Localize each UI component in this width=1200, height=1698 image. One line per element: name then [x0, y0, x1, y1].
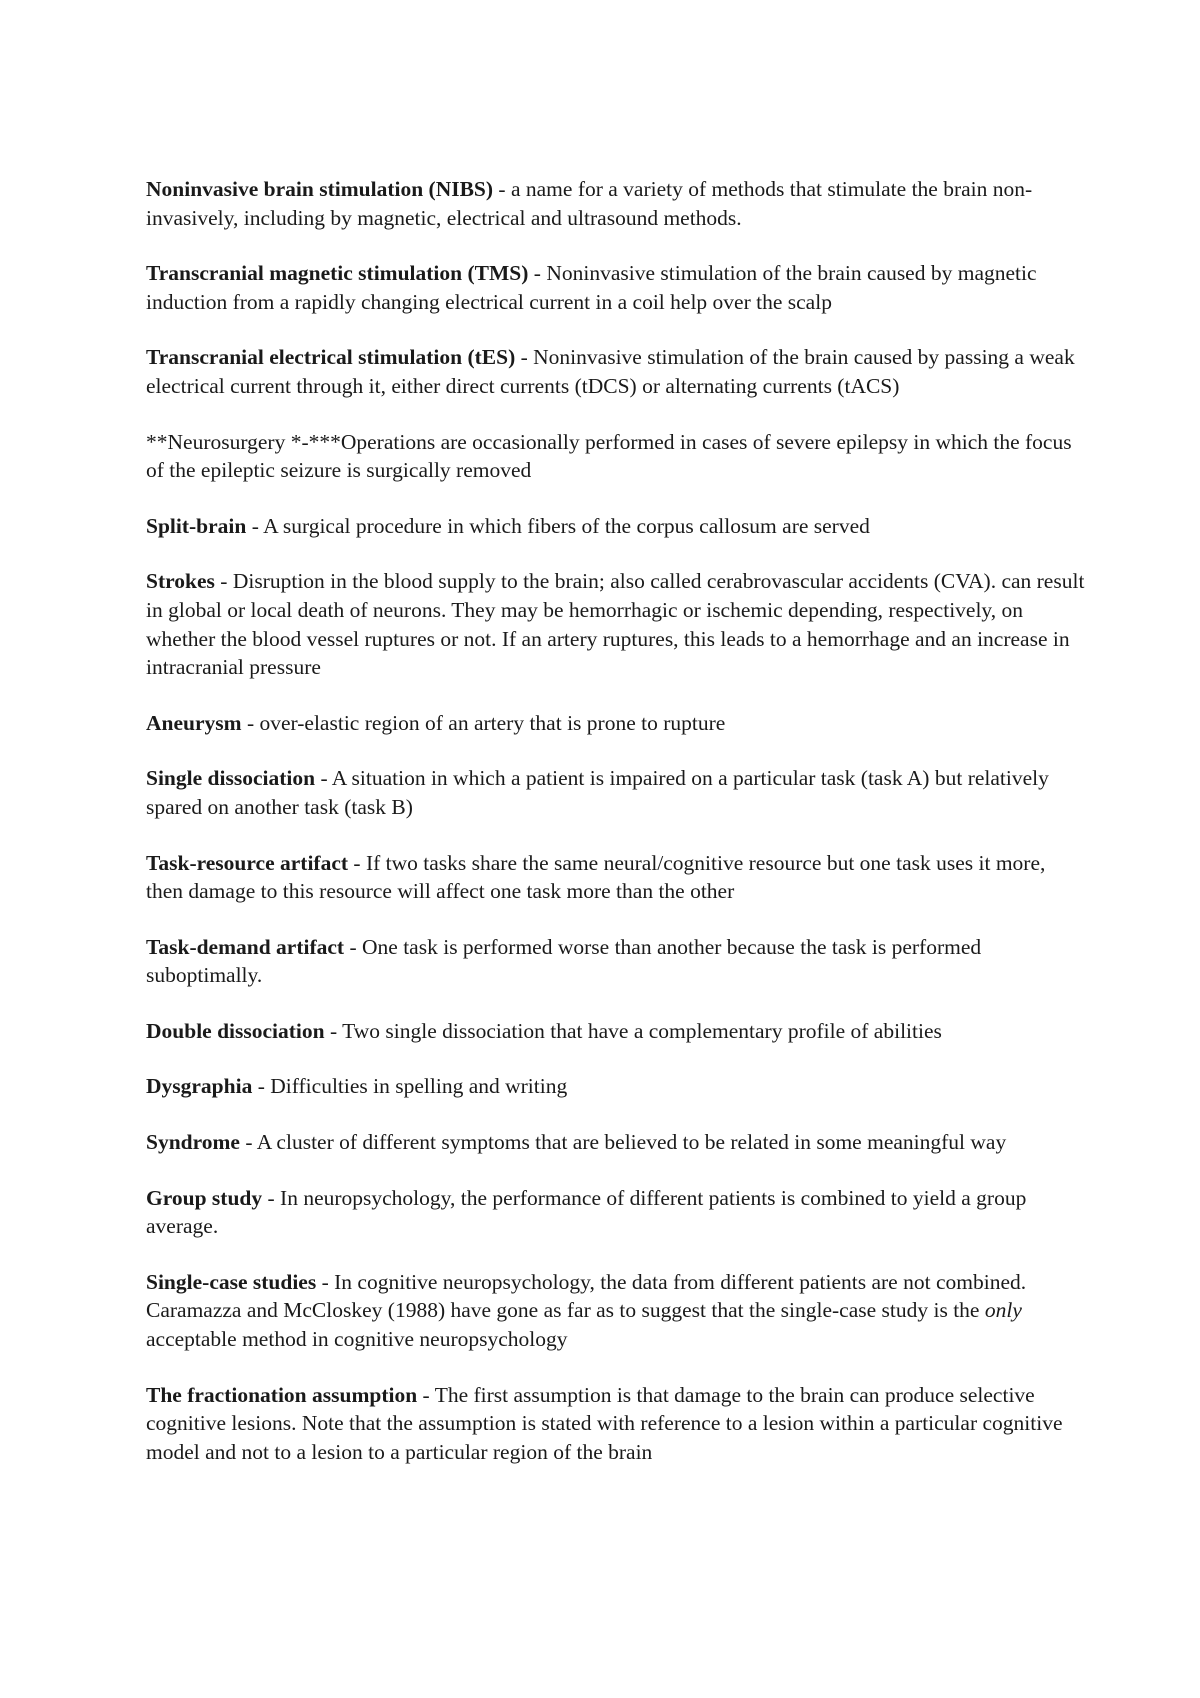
entry-definition: One task is performed worse than another because the task is performed suboptimally.: [146, 934, 982, 988]
glossary-entry-group-study: [146, 1184, 1086, 1241]
entry-separator: -: [252, 1074, 271, 1099]
entry-definition-continued: acceptable method in cognitive neuropsychology: [146, 1327, 568, 1352]
glossary-entry-task-resource-artifact: [146, 849, 1086, 906]
entry-definition: A surgical procedure in which fibers of the corpus callosum are served: [263, 513, 870, 538]
entry-definition: Disruption in the blood supply to the brain; also called cerabrovascular accidents (CVA). can result in global or local death of neurons. They may be hemorrhagic or ischemic depending, respectively, on whether the blood vessel ruptures or not. If an artery ruptures, this leads to a hemorrhage and an increase in intracranial pressure: [146, 569, 1085, 680]
entry-term: Strokes: [146, 569, 215, 594]
entry-term: Group study: [146, 1185, 263, 1210]
entry-term: Aneurysm: [146, 710, 242, 735]
glossary-entry-task-demand-artifact: [146, 933, 1086, 990]
entry-term: Single-case studies: [146, 1269, 317, 1294]
glossary-entry-single-dissociation: [146, 764, 1086, 821]
entry-term: Noninvasive brain stimulation (NIBS): [146, 177, 494, 201]
glossary-entry-tes: [146, 343, 1086, 400]
entry-term: Syndrome: [146, 1130, 240, 1155]
glossary-entry-dysgraphia: [146, 1072, 1086, 1101]
entry-term: Split-brain: [146, 513, 247, 538]
entry-term: Single dissociation: [146, 766, 316, 791]
entry-term: Transcranial electrical stimulation (tES): [146, 345, 516, 370]
entry-term: Task-demand artifact: [146, 934, 345, 959]
glossary-entry-aneurysm: [146, 709, 1086, 738]
glossary-entry-nibs: [146, 175, 1086, 232]
entry-term: Transcranial magnetic stimulation (TMS): [146, 261, 529, 286]
entry-separator: -: [315, 766, 332, 791]
entry-definition: a name for a variety of methods that stimulate the brain non-invasively, including by magnetic, electrical and ultrasound methods.: [146, 177, 1033, 230]
entry-separator: -: [528, 261, 547, 286]
entry-definition: Noninvasive stimulation of the brain caused by passing a weak electrical current through it, either direct currents (tDCS) or alternating currents (tACS): [146, 345, 1075, 398]
entry-definition: If two tasks share the same neural/cognitive resource but one task uses it more, then damage to this resource will affect one task more than the other: [146, 850, 1046, 904]
entry-separator: -: [241, 710, 260, 735]
entry-term: Double dissociation: [146, 1018, 325, 1043]
entry-separator: -: [324, 1018, 343, 1043]
entry-definition: A cluster of different symptoms that are believed to be related in some meaningful way: [256, 1130, 1007, 1155]
entry-term: The fractionation assumption: [146, 1382, 418, 1407]
entry-term: Dysgraphia: [146, 1074, 253, 1099]
entry-separator: -: [246, 513, 264, 538]
glossary-entry-syndrome: [146, 1128, 1086, 1157]
entry-separator: -: [239, 1130, 257, 1155]
entry-separator: -: [493, 177, 511, 201]
entry-definition: **Neurosurgery *-***Operations are occasionally performed in cases of severe epilepsy in which the focus of the epileptic seizure is surgically removed: [146, 429, 1072, 483]
entry-definition: In cognitive neuropsychology, the data from different patients are not combined. Caramazza and McCloskey (1988) have gone as far as to suggest that the single-case study is the: [146, 1269, 1027, 1323]
document-page: [146, 175, 1086, 1493]
entry-separator: -: [214, 569, 233, 594]
entry-definition: Difficulties in spelling and writing: [270, 1074, 568, 1099]
entry-term: Task-resource artifact: [146, 850, 349, 875]
entry-separator: -: [417, 1382, 435, 1407]
entry-definition-emphasis: only: [984, 1298, 1022, 1323]
entry-definition: Noninvasive stimulation of the brain caused by magnetic induction from a rapidly changing electrical current in a coil help over the scalp: [146, 261, 1037, 314]
entry-separator: -: [348, 850, 366, 875]
entry-separator: -: [262, 1185, 281, 1210]
glossary-entry-split-brain: [146, 512, 1086, 541]
entry-definition: In neuropsychology, the performance of different patients is combined to yield a group average.: [146, 1185, 1027, 1239]
entry-definition: Two single dissociation that have a complementary profile of abilities: [342, 1018, 942, 1043]
entry-definition: A situation in which a patient is impaired on a particular task (task A) but relatively spared on another task (task B): [146, 766, 1049, 819]
glossary-entry-neurosurgery: [146, 428, 1086, 485]
entry-separator: -: [344, 934, 363, 959]
glossary-entry-strokes: [146, 567, 1086, 681]
entry-separator: -: [515, 345, 534, 370]
glossary-entry-fractionation-assumption: [146, 1381, 1086, 1467]
glossary-entry-double-dissociation: [146, 1017, 1086, 1046]
glossary-entry-tms: [146, 259, 1086, 316]
entry-separator: -: [316, 1269, 335, 1294]
entry-definition: The first assumption is that damage to the brain can produce selective cognitive lesions. Note that the assumption is stated with reference to a lesion within a particular cognitive model and not to a lesion to a particular region of the brain: [146, 1382, 1063, 1464]
glossary-entry-single-case-studies: [146, 1268, 1086, 1354]
entry-definition: over-elastic region of an artery that is prone to rupture: [259, 710, 726, 735]
